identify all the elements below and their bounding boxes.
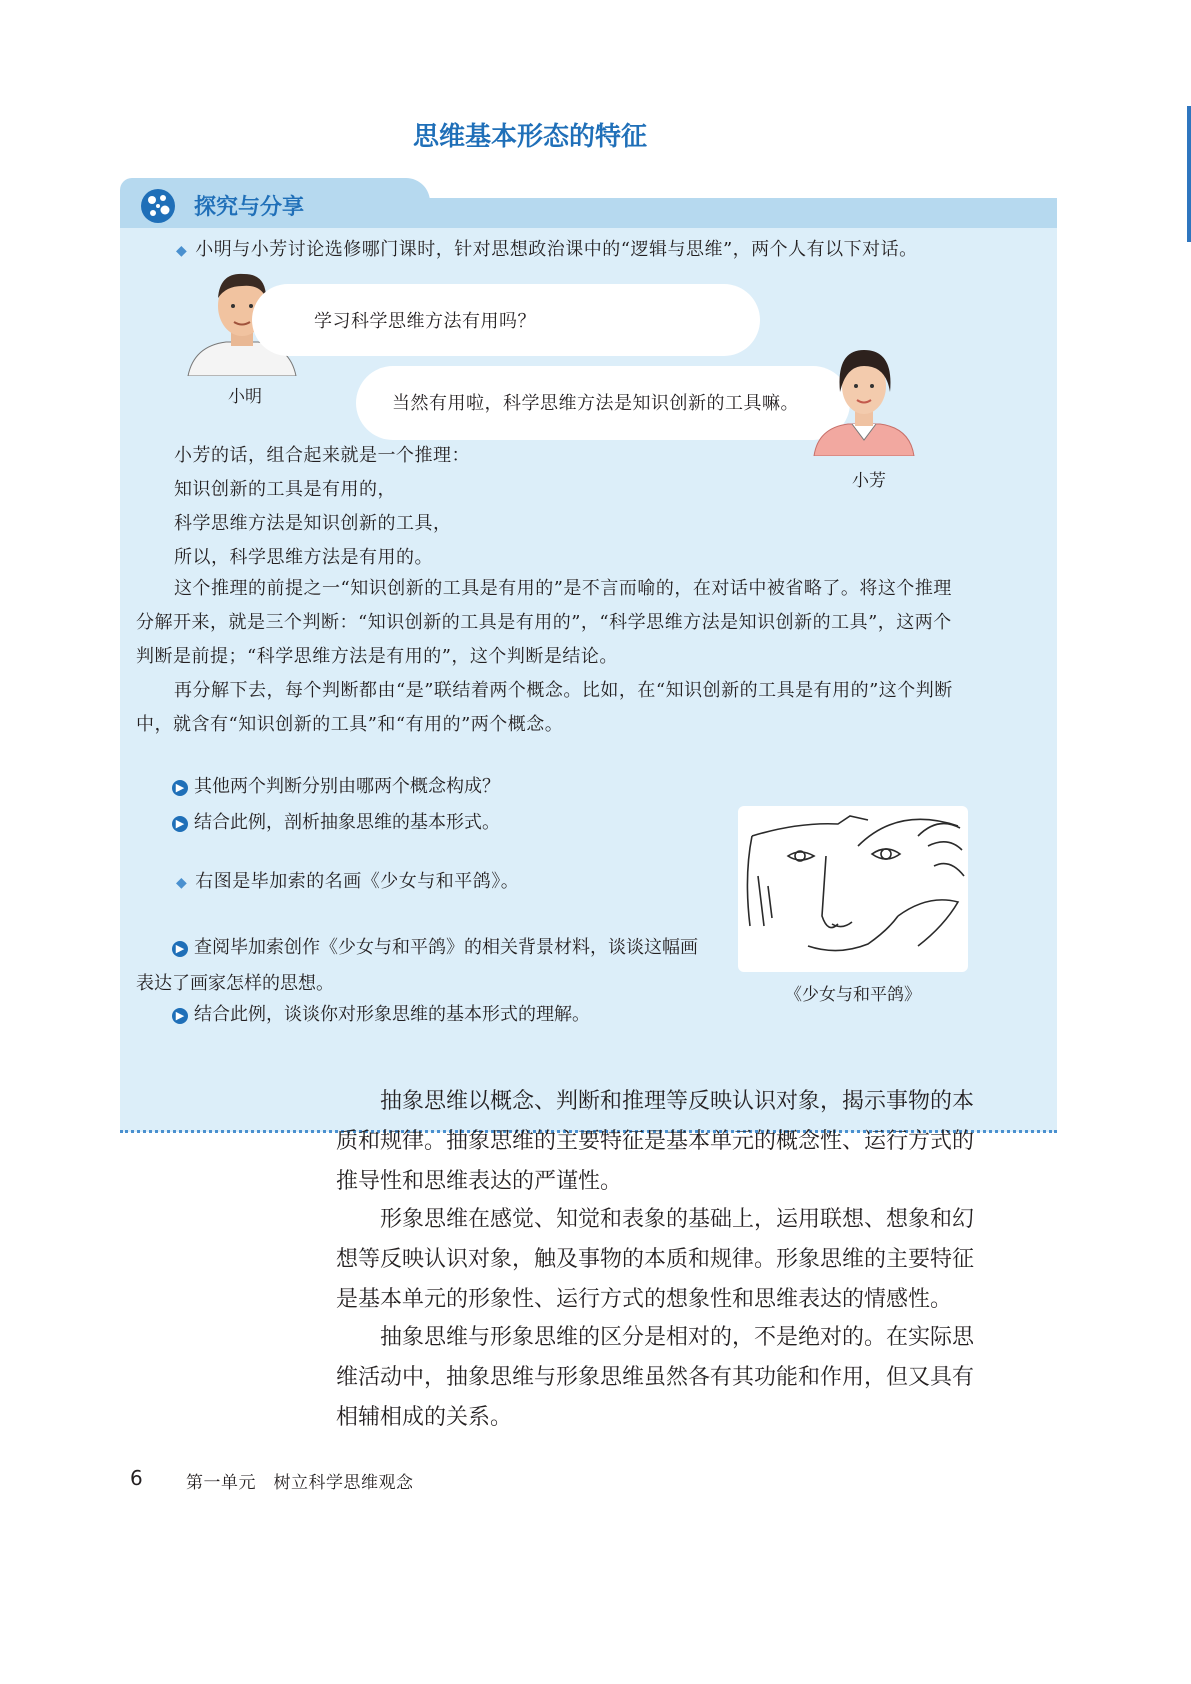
- picasso-picture-card: [738, 806, 968, 972]
- dialog-line-xiaofang: 当然有用啦，科学思维方法是知识创新的工具嘛。: [392, 393, 799, 414]
- picture-note-text: 右图是毕加索的名画《少女与和平鸽》。: [195, 871, 520, 892]
- picture-caption: 《少女与和平鸽》: [785, 985, 921, 1005]
- explain-paragraph: 再分解下去，每个判断都由“是”联结着两个概念。比如，在“知识创新的工具是有用的”这个判断中，就含有“知识创新的工具”和“有用的”两个概念。: [136, 680, 953, 735]
- question-item: [172, 772, 500, 798]
- picasso-line-drawing: [738, 806, 968, 972]
- picture-note: [176, 864, 519, 901]
- explain-paragraph: 这个推理的前提之一“知识创新的工具是有用的”是不言而喻的，在对话中被省略了。将这个推理分解开来，就是三个判断：“知识创新的工具是有用的”，“科学思维方法是知识创新的工具”，这两个判断是前提；“科学思维方法是有用的”，这个判断是结论。: [136, 578, 952, 667]
- question-text: 其他两个判断分别由哪两个概念构成？: [194, 776, 500, 797]
- reasoning-line: 小芳的话，组合起来就是一个推理：: [174, 445, 470, 466]
- girl-portrait-icon: [812, 344, 916, 456]
- arrow-bullet-icon: ▶: [172, 816, 188, 832]
- question-text: 查阅毕加索创作《少女与和平鸽》的相关背景材料，谈谈这幅画表达了画家怎样的思想。: [136, 937, 698, 994]
- question-text: 结合此例，剖析抽象思维的基本形式。: [194, 812, 500, 833]
- magnifier-icon: [138, 186, 178, 226]
- question-item: [172, 1000, 590, 1026]
- reasoning-line: 科学思维方法是知识创新的工具，: [174, 513, 452, 534]
- arrow-bullet-icon: ▶: [172, 1008, 188, 1024]
- dialog-line-xiaoming: 学习科学思维方法有用吗？: [314, 311, 536, 332]
- footer-chapter: 第一单元 树立科学思维观念: [186, 1473, 414, 1493]
- body-paragraph: 形象思维在感觉、知觉和表象的基础上，运用联想、想象和幻想等反映认识对象，触及事物的本质和规律。形象思维的主要特征是基本单元的形象性、运行方式的想象性和思维表达的情感性。: [336, 1207, 975, 1312]
- question-text: 结合此例，谈谈你对形象思维的基本形式的理解。: [194, 1004, 590, 1025]
- edge-tab-marker: [1187, 106, 1191, 242]
- diamond-bullet-icon: ◆: [176, 243, 188, 259]
- reasoning-line: 所以，科学思维方法是有用的。: [174, 547, 433, 568]
- arrow-bullet-icon: ▶: [172, 780, 188, 796]
- intro-text: 小明与小芳讨论选修哪门课时，针对思想政治课中的“逻辑与思维”，两个人有以下对话。: [195, 239, 918, 260]
- section-title: 思维基本形态的特征: [412, 122, 647, 152]
- diamond-bullet-icon: ◆: [176, 875, 188, 891]
- question-item: [172, 808, 500, 834]
- body-paragraph: 抽象思维以概念、判断和推理等反映认识对象，揭示事物的本质和规律。抽象思维的主要特征是基本单元的概念性、运行方式的推导性和思维表达的严谨性。: [336, 1089, 975, 1194]
- question-item: [136, 930, 706, 1002]
- body-paragraph: 抽象思维与形象思维的区分是相对的，不是绝对的。在实际思维活动中，抽象思维与形象思维虽然各有其功能和作用，但又具有相辅相成的关系。: [336, 1325, 975, 1430]
- page-number: 6: [130, 1466, 143, 1490]
- reasoning-line: 知识创新的工具是有用的，: [174, 479, 396, 500]
- speaker-name-xiaoming: 小明: [228, 387, 262, 407]
- panel-intro: [176, 232, 976, 269]
- speaker-name-xiaofang: 小芳: [852, 471, 886, 491]
- arrow-bullet-icon: ▶: [172, 941, 188, 957]
- panel-label: 探究与分享: [194, 195, 305, 220]
